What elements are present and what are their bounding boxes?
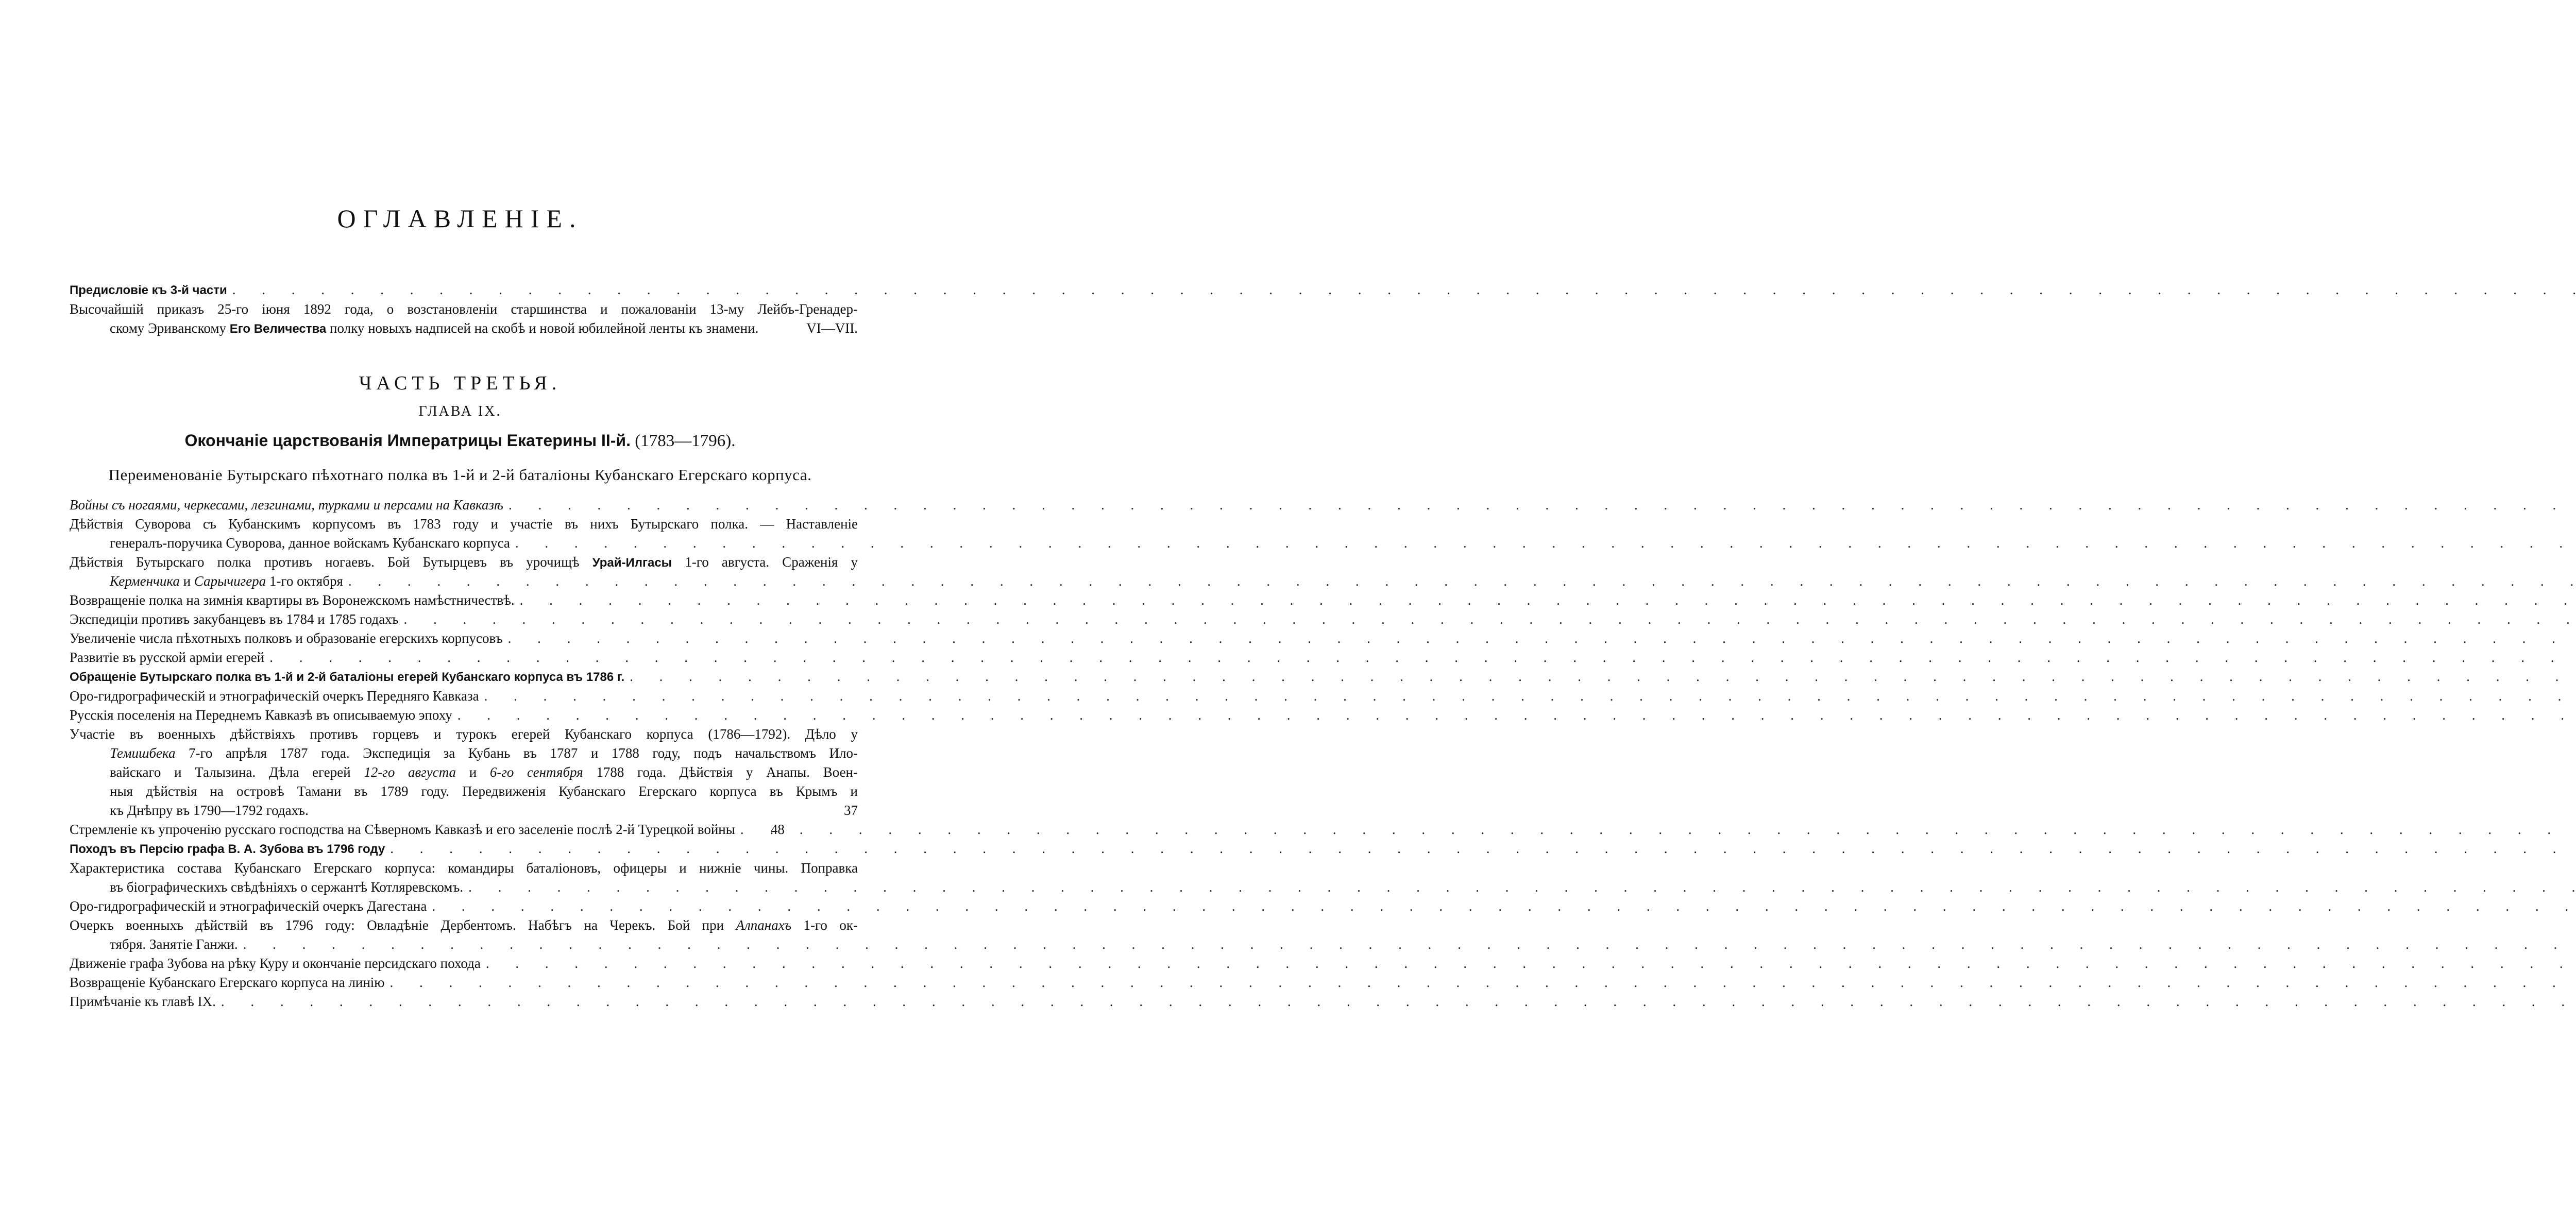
page-number: 37 — [844, 803, 858, 818]
entry-text: Стремленіе къ упроченію русскаго господства на Сѣверномъ Кавказѣ и его заселеніе послѣ 2-й Турецкой войны — [70, 822, 735, 837]
leader-dots — [479, 687, 2576, 706]
toc-entry[interactable] — [70, 515, 858, 553]
entry-text: Походъ въ Персію графа В. А. Зубова въ 1796 году — [70, 842, 385, 856]
toc-entry[interactable] — [70, 820, 858, 839]
entry-text-part: 1788 года. Дѣйствія у Анапы. Воен- — [583, 764, 858, 780]
entry-line — [70, 763, 858, 782]
toc-entry[interactable] — [70, 553, 858, 591]
entry-text: Предисловіе къ 3-й части — [70, 283, 227, 297]
part-heading: ЧАСТЬ ТРЕТЬЯ. — [359, 372, 562, 394]
leader-dots — [398, 610, 2576, 629]
leader-dots — [227, 280, 2576, 299]
leader-dots — [384, 973, 2576, 992]
entry-text-italic: 12-го августа — [364, 764, 456, 780]
toc-entry[interactable] — [70, 954, 858, 973]
toc-entry[interactable] — [70, 706, 858, 725]
leader-dots — [452, 706, 2576, 725]
entry-line: Участіе въ военныхъ дѣйствіяхъ противъ горцевъ и турокъ егерей Кубанскаго корпуса (1786—1792). Дѣло у — [70, 726, 858, 742]
entry-text: къ Днѣпру въ 1790—1792 годахъ. — [110, 803, 309, 818]
entry-text: Войны съ ногаями, черкесами, лезгинами, турками и персами на Кавказѣ — [70, 497, 503, 513]
leader-dots — [515, 591, 2576, 610]
entry-line — [70, 744, 858, 763]
entry-text-part: полку новыхъ надписей на скобѣ и новой юбилейной ленты къ знамени. — [326, 320, 759, 336]
entry-text-italic: Сарычигера — [194, 573, 266, 589]
entry-line — [70, 916, 858, 935]
entry-text: Увеличеніе числа пѣхотныхъ полковъ и образованіе егерскихъ корпусовъ — [70, 630, 503, 646]
front-matter — [70, 280, 858, 338]
toc-entry[interactable] — [70, 725, 858, 820]
toc-entry[interactable] — [70, 992, 858, 1011]
toc-entry[interactable] — [70, 916, 858, 954]
entry-line-last — [70, 801, 858, 820]
entry-text-bold: Урай-Илгасы — [592, 556, 672, 570]
entry-text-italic: 6-го сентября — [489, 764, 583, 780]
entry-text: Русскія поселенія на Переднемъ Кавказѣ въ описываемую эпоху — [70, 707, 452, 723]
entry-line-last — [70, 534, 858, 553]
leader-dots — [385, 839, 2576, 858]
toc-entry[interactable] — [70, 496, 858, 515]
entry-text-part: 7-го апрѣля 1787 года. Экспедиція за Кубань въ 1787 и 1788 году, подъ начальствомъ Ило- — [175, 745, 858, 761]
entry-text: Примѣчаніе къ главѣ IX. — [70, 994, 216, 1009]
leader-dots — [427, 897, 2576, 916]
chapter-title — [0, 431, 920, 451]
toc-entry[interactable] — [70, 859, 858, 897]
leader-dots — [735, 820, 761, 839]
entry-line-last — [70, 878, 858, 897]
toc-entry[interactable] — [70, 667, 858, 687]
toc-entry[interactable] — [70, 897, 858, 916]
chapter-heading: ГЛАВА IX. — [418, 403, 502, 419]
page-number: 48 — [770, 822, 785, 837]
entry-text-part: вайскаго и Талызина. Дѣла егерей — [110, 764, 364, 780]
page-number: VI—VII. — [806, 320, 858, 336]
leader-dots — [238, 935, 2576, 954]
toc-entry-order[interactable] — [70, 300, 858, 338]
entry-text: Оро-гидрографическій и этнографическій очеркъ Передняго Кавказа — [70, 688, 479, 704]
entry-text-bold: Его Величества — [229, 322, 327, 336]
entry-text-italic: Алпанахъ — [736, 917, 792, 933]
document-page — [0, 0, 920, 1227]
entry-text: Возвращеніе Кубанскаго Егерскаго корпуса на линію — [70, 975, 385, 990]
leader-dots — [481, 954, 2576, 973]
entry-text: Оро-гидрографическій и этнографическій очеркъ Дагестана — [70, 898, 427, 914]
entry-text: Движеніе графа Зубова на рѣку Куру и окончаніе персидскаго похода — [70, 956, 481, 971]
entry-line: Характеристика состава Кубанскаго Егерскаго корпуса: командиры баталіоновъ, офицеры и нижніе чины. Поправка — [70, 860, 858, 876]
entry-text: Развитіе въ русской арміи егерей — [70, 650, 265, 665]
toc-entry[interactable] — [70, 591, 858, 610]
entry-text-italic: Темишбека — [110, 745, 176, 761]
page-title: ОГЛАВЛЕНІЕ. — [337, 204, 583, 233]
entry-line: ныя дѣйствія на островѣ Тамани въ 1789 году. Передвиженія Кубанскаго Егерскаго корпуса въ Крымъ и — [110, 783, 858, 799]
entry-text: въ біографическихъ свѣдѣніяхъ о сержантѣ Котляревскомъ. — [110, 879, 464, 895]
entry-text-part: 1-го августа. Сраженія у — [672, 554, 858, 570]
toc-entry[interactable] — [70, 687, 858, 706]
entry-text-part: скому Эриванскому — [110, 320, 230, 336]
leader-dots — [264, 648, 2576, 667]
entry-line: Дѣйствія Суворова съ Кубанскимъ корпусомъ въ 1783 году и участіе въ нихъ Бутырскаго полка. — Наставленіе — [70, 516, 858, 532]
toc-entry[interactable] — [70, 839, 858, 859]
leader-dots — [463, 878, 2576, 897]
entry-text-part: 1-го октября — [266, 573, 343, 589]
entry-line — [70, 553, 858, 572]
leader-dots — [343, 572, 2576, 591]
entry-text — [110, 572, 343, 591]
entry-line-last — [70, 572, 858, 591]
entry-line-last — [70, 935, 858, 954]
toc-list — [70, 496, 858, 1011]
entry-text — [110, 319, 758, 338]
entry-line: Высочайшій приказъ 25-го іюня 1892 года, о возстановленіи старшинства и пожалованіи 13-му Лейбъ-Гренадер- — [70, 301, 858, 317]
entry-text-part: Дѣйствія Бутырскаго полка противъ ногаевъ. Бой Бутырцевъ въ урочищѣ — [70, 554, 592, 570]
entry-text: Возвращеніе полка на зимнія квартиры въ Воронежскомъ намѣстничествѣ. — [70, 592, 515, 608]
entry-text-part: Очеркъ военныхъ дѣйствій въ 1796 году: Овладѣніе Дербентомъ. Набѣгъ на Черекъ. Бой при — [70, 917, 736, 933]
chapter-subtitle: Переименованіе Бутырскаго пѣхотнаго полка въ 1-й и 2-й баталіоны Кубанскаго Егерскаго корпуса. — [108, 466, 812, 484]
toc-entry[interactable] — [70, 973, 858, 992]
entry-text-part: и — [456, 764, 490, 780]
entry-text: генералъ-поручика Суворова, данное войскамъ Кубанскаго корпуса — [110, 535, 510, 551]
entry-line-last — [70, 319, 858, 338]
leader-dots — [510, 534, 2576, 553]
entry-text: Экспедиціи противъ закубанцевъ въ 1784 и 1785 годахъ — [70, 611, 399, 627]
toc-entry-preface[interactable] — [70, 280, 858, 300]
entry-text-part: и — [179, 573, 194, 589]
leader-dots — [216, 992, 2576, 1011]
toc-entry[interactable] — [70, 610, 858, 629]
entry-text-part: 1-го ок- — [791, 917, 858, 933]
entry-text: тября. Занятіе Ганжи. — [110, 936, 238, 952]
entry-text-italic: Керменчика — [110, 573, 180, 589]
chapter-title-years: (1783—1796). — [635, 432, 736, 450]
toc-entry[interactable] — [70, 629, 858, 648]
leader-dots — [503, 496, 2576, 515]
leader-dots — [624, 667, 2576, 686]
entry-text: Обращеніе Бутырскаго полка въ 1-й и 2-й баталіоны егерей Кубанскаго корпуса въ 1786 г. — [70, 670, 625, 684]
toc-entry[interactable] — [70, 648, 858, 667]
leader-dots — [503, 629, 2576, 648]
chapter-title-bold: Окончаніе царствованія Императрицы Екатерины II-й. — [184, 431, 631, 450]
